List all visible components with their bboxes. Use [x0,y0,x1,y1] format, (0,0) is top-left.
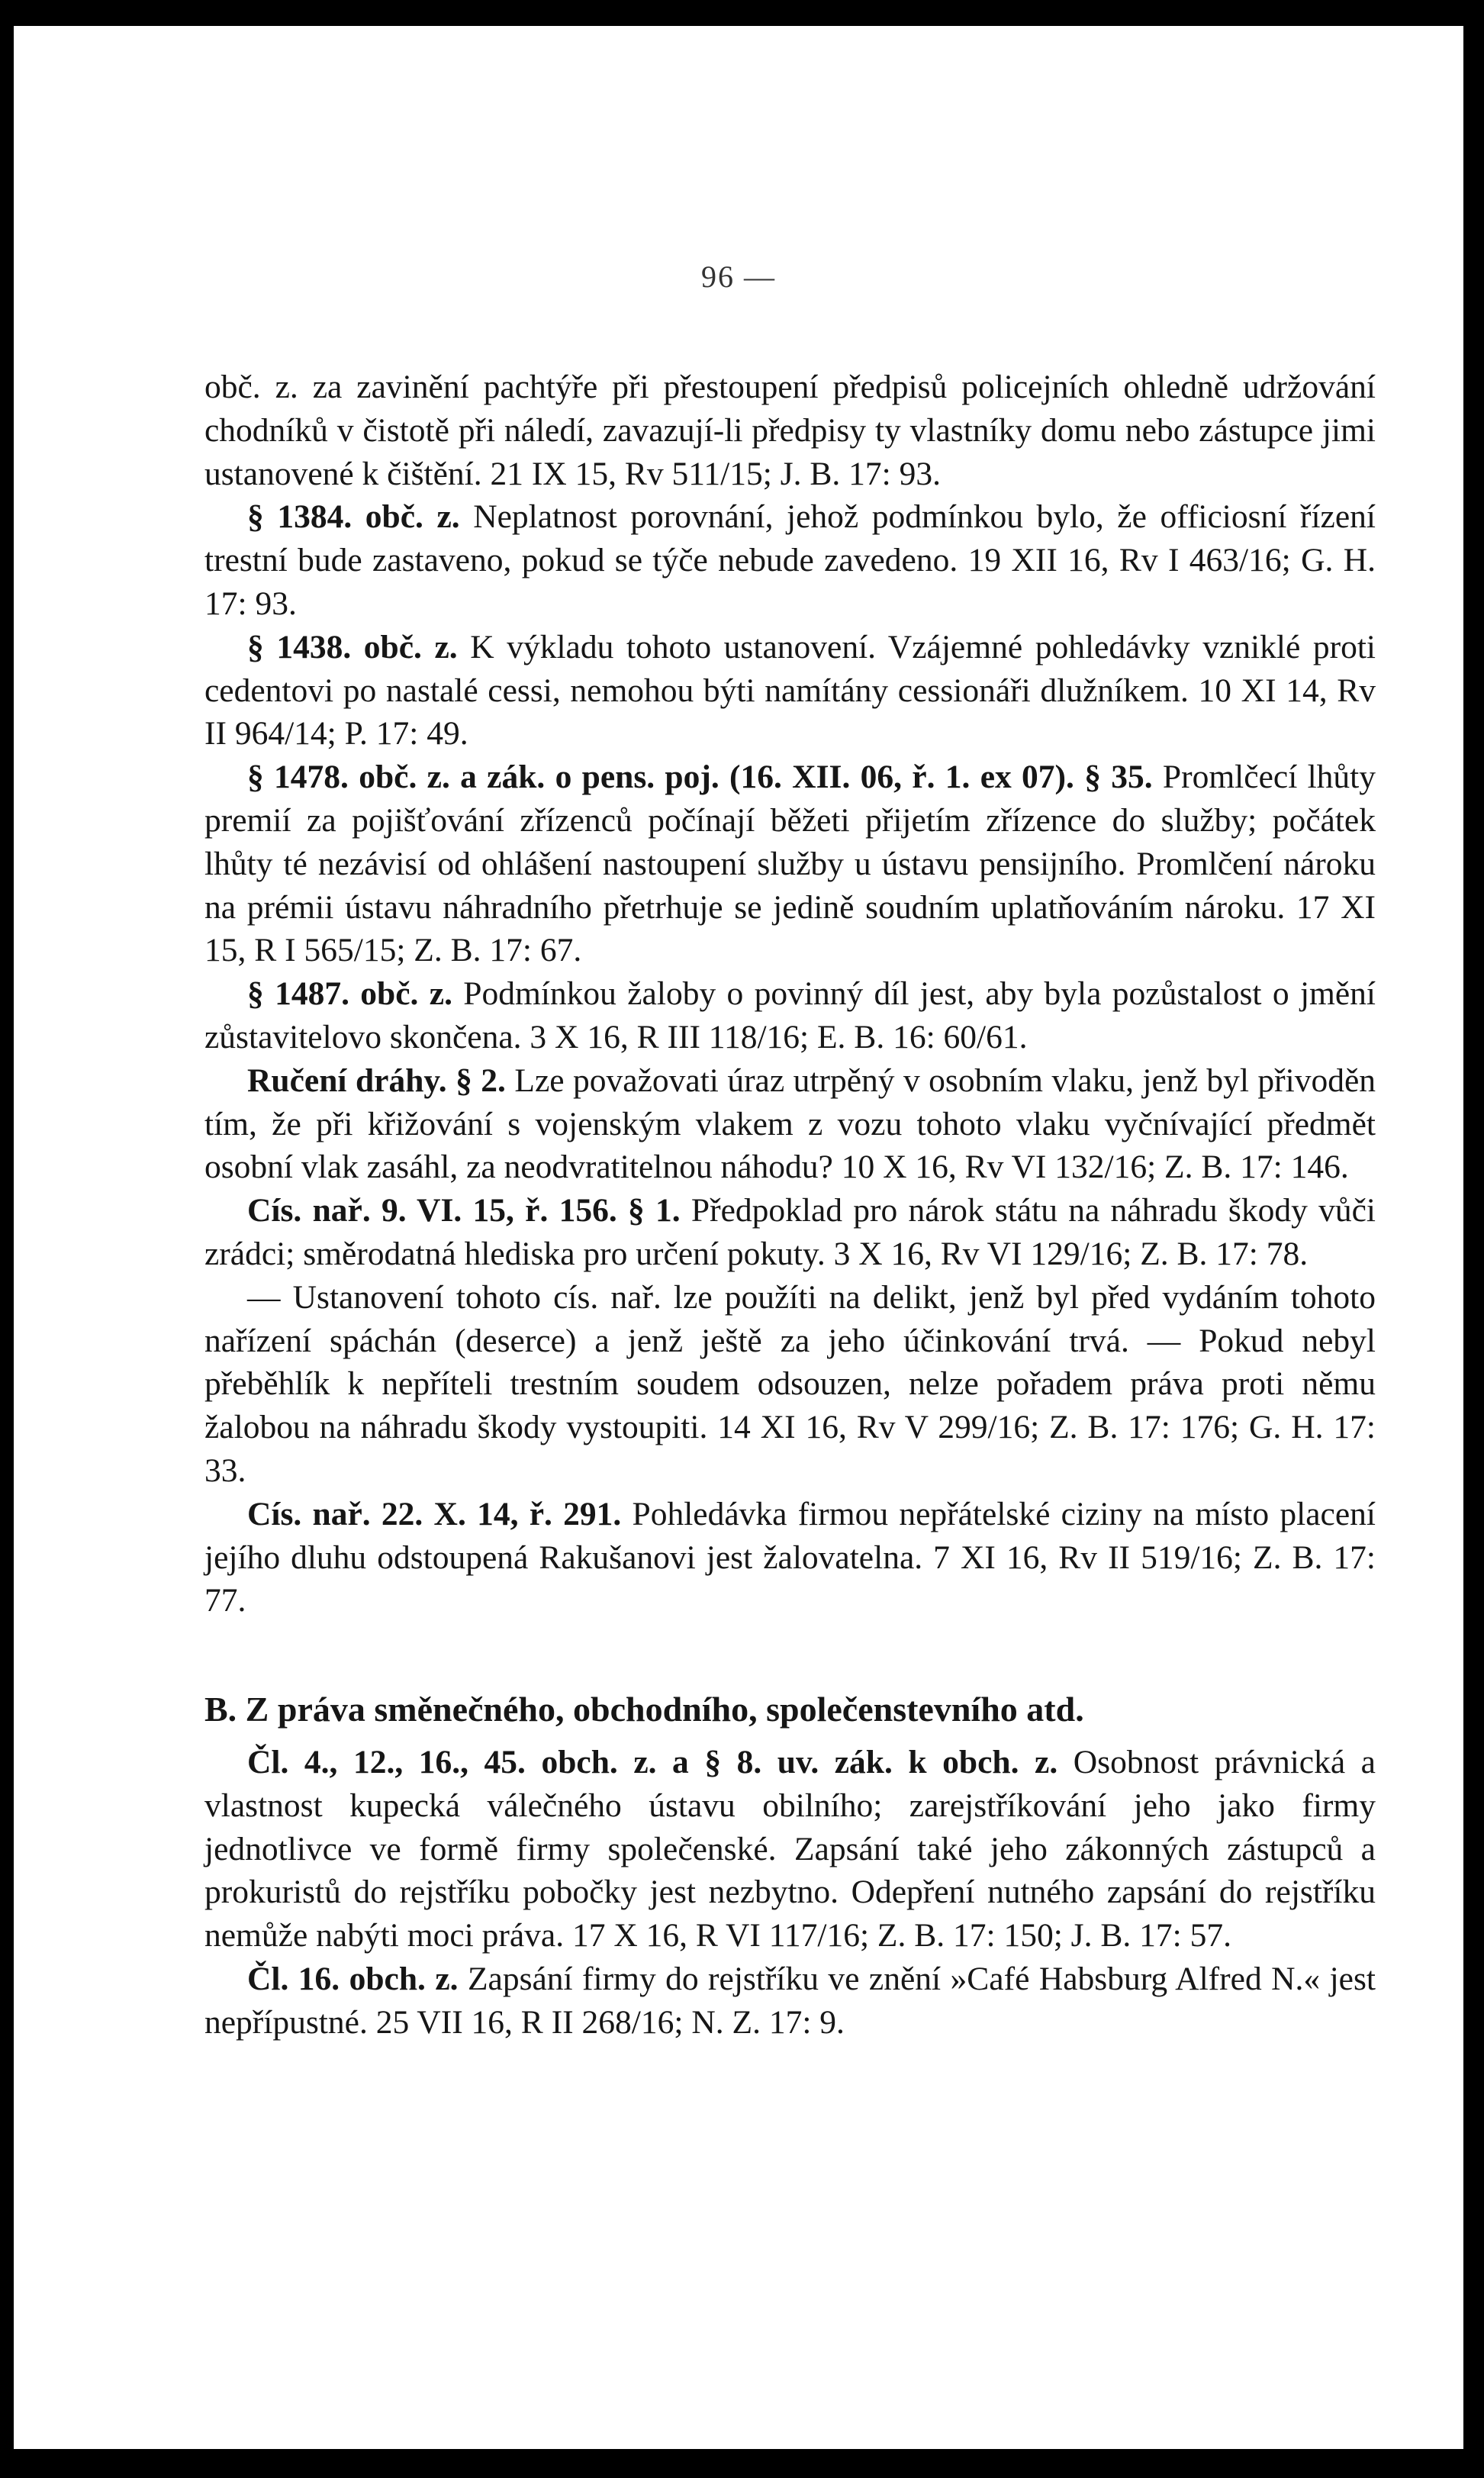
paragraph-text: Pohledávka firmou nepřátelské ciziny na místo placení jejího dluhu odstoupená Rakušanovi jest žalovatelna. 7 XI 16, Rv II 519/16; Z. B. 17: 77. [204,1495,1376,1619]
paragraph-text: obč. z. za zavinění pachtýře při přestoupení předpisů policejních ohledně udržování chodníků v čistotě při náledí, zavazují-li předpisy ty vlastníky domu nebo zástupce jimi ustanovené k čištění. 21 IX 15, Rv 511/15; J. B. 17: 93. [204,369,1376,492]
paragraph-text: — Ustanovení tohoto cís. nař. lze použíti na delikt, jenž byl před vydáním tohoto nařízení spáchán (deserce) a jenž ještě za jeho účinkování trvá. — Pokud nebyl přeběhlík k nepříteli trestním soudem odsouzen, nelze pořadem práva proti němu žalobou na náhradu škody vystoupiti. 14 XI 16, Rv V 299/16; Z. B. 17: 176; G. H. 17: 33. [204,1278,1376,1489]
paragraph-text: Promlčecí lhůty premií za pojišťování zřízenců počínají běžeti přijetím zřízence do služby; počátek lhůty té nezávisí od ohlášení nastoupení služby u ústavu pensijního. Promlčení nároku na prémii ústavu náhradního přetrhuje se jedině soudním uplatňováním nároku. 17 XI 15, R I 565/15; Z. B. 17: 67. [204,759,1376,969]
paragraph-7 [204,1189,1376,1276]
paragraph-text: Zapsání firmy do rejstříku ve znění »Café Habsburg Alfred N.« jest nepřípustné. 25 VII 16, R II 268/16; N. Z. 17: 9. [204,1960,1376,2041]
paragraph-6 [204,1059,1376,1189]
paragraph-8 [204,1276,1376,1493]
paragraph-1 [204,366,1376,495]
paragraph-4 [204,756,1376,972]
paragraph-text: Lze považovati úraz utrpěný v osobním vlaku, jenž byl přivoděn tím, že při křižování s vojenským vlakem z vozu tohoto vlaku vyčnívající předmět osobní vlak zasáhl, za neodvratitelnou náhodu? 10 X 16, Rv VI 132/16; Z. B. 17: 146. [204,1062,1376,1186]
scanned-page [14,26,1463,2449]
paragraph-text: Předpoklad pro nárok státu na náhradu škody vůči zrádci; směrodatná hlediska pro určení pokuty. 3 X 16, Rv VI 129/16; Z. B. 17: 78. [204,1192,1376,1272]
section-paragraph-2 [204,1958,1376,2045]
paragraph-lead: Čl. 4., 12., 16., 45. obch. z. a § 8. uv. zák. k obch. z. [247,1743,1058,1780]
paragraph-lead: § 1478. obč. z. a zák. o pens. poj. (16. XII. 06, ř. 1. ex 07). § 35. [247,759,1153,796]
section-paragraph-1 [204,1741,1376,1958]
paragraph-lead: Ručení dráhy. § 2. [247,1062,506,1099]
paragraph-3 [204,626,1376,756]
paragraph-lead: Cís. nař. 9. VI. 15, ř. 156. § 1. [247,1192,681,1229]
paragraph-lead: § 1438. obč. z. [247,628,458,665]
paragraph-text: K výkladu tohoto ustanovení. Vzájemné pohledávky vzniklé proti cedentovi po nastalé cessi, nemohou býti namítány cessionáři dlužníkem. 10 XI 14, Rv II 964/14; P. 17: 49. [204,628,1376,752]
paragraph-text: Osobnost právnická a vlastnost kupecká válečného ústavu obilního; zarejstříkování jeho jako firmy jednotlivce ve formě firmy společenské. Zapsání také jeho zákonných zástupců a prokuristů do rejstříku pobočky jest nezbytno. Odepření nutného zapsání do rejstříku nemůže nabýti moci práva. 17 X 16, R VI 117/16; Z. B. 17: 150; J. B. 17: 57. [204,1743,1376,1954]
paragraph-text: Neplatnost porovnání, jehož podmínkou bylo, že officiosní řízení trestní bude zastaveno, pokud se týče nebude zavedeno. 19 XII 16, Rv I 463/16; G. H. 17: 93. [204,498,1376,622]
paragraph-5 [204,972,1376,1059]
paragraph-lead: § 1384. obč. z. [247,498,460,536]
paragraph-lead: Čl. 16. obch. z. [247,1960,459,1997]
page-content [204,366,1376,2044]
paragraph-lead: § 1487. obč. z. [247,975,452,1013]
paragraph-2 [204,495,1376,625]
paragraph-9 [204,1493,1376,1622]
section-title: B. Z práva směnečného, obchodního, společenstevního atd. [204,1690,1084,1729]
paragraph-lead: Cís. nař. 22. X. 14, ř. 291. [247,1495,622,1532]
paragraph-text: Podmínkou žaloby o povinný díl jest, aby byla pozůstalost o jmění zůstavitelovo skončena. 3 X 16, R III 118/16; E. B. 16: 60/61. [204,975,1376,1055]
page-number: 96 — [701,259,776,294]
